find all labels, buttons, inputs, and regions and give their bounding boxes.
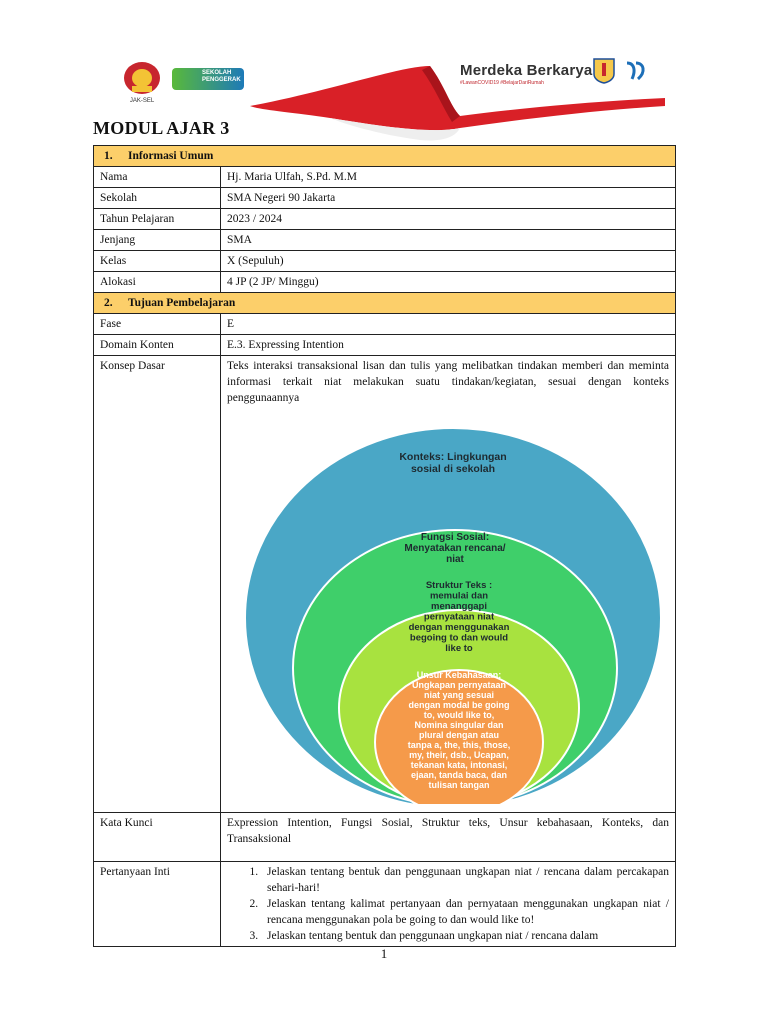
- logo-caption: JAK-SEL: [129, 98, 155, 104]
- brand-title: Merdeka Berkarya: [460, 62, 593, 79]
- table-row: [94, 251, 676, 272]
- section-header-tujuan-pembelajaran: [94, 293, 676, 314]
- table-row: [94, 314, 676, 335]
- row-value: SMA: [221, 230, 676, 251]
- row-label: Kata Kunci: [94, 813, 221, 862]
- sekolah-penggerak-logo: [172, 68, 244, 90]
- page-number: 1: [380, 946, 388, 961]
- row-label: Nama: [94, 167, 221, 188]
- row-label: Konsep Dasar: [94, 356, 221, 813]
- row-label: Kelas: [94, 251, 221, 272]
- sekolah-penggerak-text: SEKOLAH PENGGERAK: [202, 70, 241, 83]
- list-item: 2. Jelaskan tentang kalimat pertanyaan dan pernyataan menggunakan ungkapan niat / rencana menggunakan pola be going to dan would like to!: [261, 896, 669, 928]
- disdik-logo-icon: [624, 60, 648, 82]
- table-row: [94, 188, 676, 209]
- row-value: E: [221, 314, 676, 335]
- row-label: Alokasi: [94, 272, 221, 293]
- table-row: [94, 167, 676, 188]
- context-layer-label: Konteks: Lingkungan sosial di sekolah: [399, 451, 507, 475]
- list-item: 1. Jelaskan tentang bentuk dan penggunaan ungkapan niat / rencana dalam percakapan sehari-hari!: [261, 864, 669, 896]
- table-row: [94, 272, 676, 293]
- section-number: 1.: [104, 150, 113, 162]
- social-function-layer-label: Fungsi Sosial: Menyatakan rencana/ niat: [404, 532, 506, 565]
- row-label: Domain Konten: [94, 335, 221, 356]
- row-label: Tahun Pelajaran: [94, 209, 221, 230]
- row-value: Hj. Maria Ulfah, S.Pd. M.M: [221, 167, 676, 188]
- jakarta-emblem-icon: [593, 58, 615, 84]
- section-header-informasi-umum: [94, 146, 676, 167]
- row-value: 2023 / 2024: [221, 209, 676, 230]
- table-row-konsep-dasar: [94, 356, 676, 813]
- question-list: [227, 864, 669, 944]
- row-label: Fase: [94, 314, 221, 335]
- table-row: [94, 335, 676, 356]
- language-feature-layer-label: Unsur Kebahasaan: Ungkapan pernyataan niat yang sesuai dengan modal be going to, would like to, Nomina singular dan plural dengan atau tanpa a, the, this, those, my, their, dsb., Ucapan, tekanan kata, intonasi, ejaan, tanda baca, dan tulisan tangan: [407, 670, 511, 790]
- list-item: 3. Jelaskan tentang bentuk dan penggunaan ungkapan niat / rencana dalam: [261, 928, 669, 944]
- police-emblem-icon: [118, 56, 166, 106]
- table-row-kata-kunci: [94, 813, 676, 862]
- row-value: Expression Intention, Fungsi Sosial, Struktur teks, Unsur kebahasaan, Konteks, dan Transaksional: [221, 813, 676, 862]
- table-row-pertanyaan-inti: [94, 862, 676, 947]
- text-structure-layer-label: Struktur Teks : memulai dan menanggapi pernyataan niat dengan menggunakan begoing to dan would like to: [408, 580, 510, 654]
- section-title: Tujuan Pembelajaran: [128, 297, 236, 309]
- section-title: Informasi Umum: [128, 150, 214, 162]
- concept-nested-circles-diagram: [233, 422, 673, 804]
- row-label: Jenjang: [94, 230, 221, 251]
- row-value: X (Sepuluh): [221, 251, 676, 272]
- section-number: 2.: [104, 297, 113, 309]
- row-value: E.3. Expressing Intention: [221, 335, 676, 356]
- row-value: SMA Negeri 90 Jakarta: [221, 188, 676, 209]
- row-label: Pertanyaan Inti: [94, 862, 221, 947]
- row-label: Sekolah: [94, 188, 221, 209]
- module-table: [93, 145, 676, 947]
- document-title: MODUL AJAR 3: [93, 118, 230, 138]
- table-row: [94, 209, 676, 230]
- brand-tagline: #LawanCOVID19 #BelajarDariRumah: [460, 80, 544, 86]
- table-row: [94, 230, 676, 251]
- row-value: 4 JP (2 JP/ Minggu): [221, 272, 676, 293]
- konsep-text: Teks interaksi transaksional lisan dan tulis yang melibatkan tindakan memberi dan meminta informasi terkait niat melakukan suatu tindakan/kegiatan, sesuai dengan konteks penggunaannya: [227, 360, 669, 404]
- brand-block: [460, 62, 592, 86]
